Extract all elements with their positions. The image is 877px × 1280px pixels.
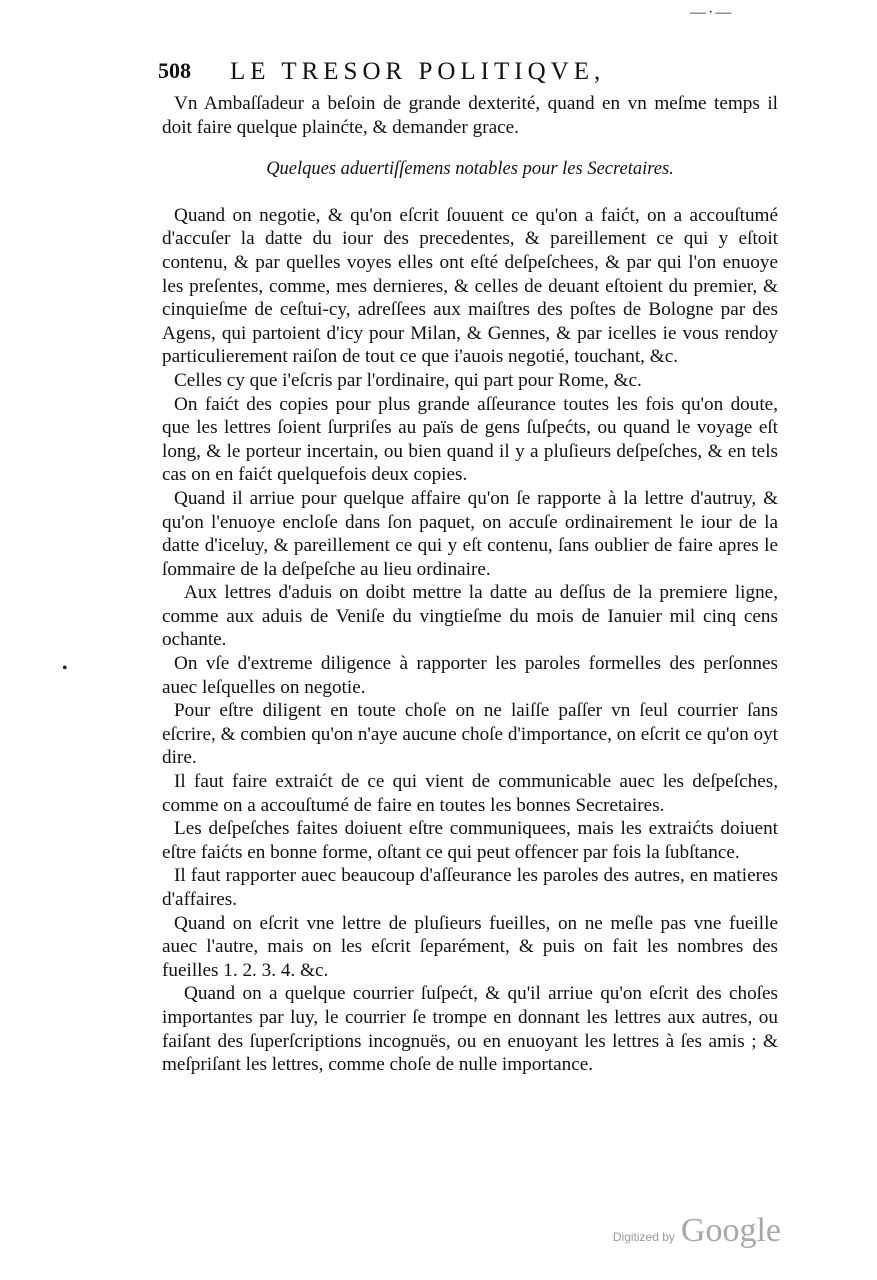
margin-mark: • [62, 660, 68, 677]
watermark-prefix: Digitized by [612, 1230, 675, 1244]
paragraph: Aux lettres d'aduis on doibt mettre la datte au deſſus de la premiere ligne, comme aux aduis de Veniſe du vingtieſme du mois de Ianuier mil cinq cens ochante. [162, 582, 778, 651]
paragraph: Les deſpeſches faites doiuent eſtre communiquees, mais les extraićts doiuent eſtre faićts en bonne forme, oſtant ce qui peut offencer par fois la ſubſtance. [162, 818, 778, 863]
page-number: 508 [158, 58, 191, 83]
paragraph: On faićt des copies pour plus grande aſſeurance toutes les fois qu'on doute, que les lettres ſoient ſurpriſes au païs de gens ſuſpećts, ou quand le voyage eſt long, & le porteur incertain, ou bien quand il y a pluſieurs deſpeſches, & en tels cas on en faićt quelquefois deux copies. [162, 393, 778, 486]
running-head [158, 58, 678, 88]
paragraph: On vſe d'extreme diligence à rapporter les paroles formelles des perſonnes auec leſquelles on negotie. [162, 653, 778, 698]
paragraph: Quand on eſcrit vne lettre de pluſieurs fueilles, on ne meſle pas vne fueille auec l'autre, mais on les eſcrit ſeparément, & puis on fait les nombres des fueilles 1. 2. 3. 4. &c. [162, 912, 778, 981]
digitization-watermark [613, 1212, 781, 1250]
section-heading: Quelques aduertiſſemens notables pour les Secretaires. [266, 159, 674, 180]
paragraph: Il faut rapporter auec beaucoup d'aſſeurance les paroles des autres, en matieres d'affaires. [162, 865, 778, 910]
paragraph: Il faut faire extraićt de ce qui vient de communicable auec les deſpeſches, comme on a accouſtumé de faire en toutes les bonnes Secretaires. [162, 771, 778, 816]
intro-paragraph: Vn Ambaſſadeur a beſoin de grande dexterité, quand en vn meſme temps il doit faire quelque plainćte, & demander grace. [162, 93, 778, 138]
paragraph: Celles cy que i'eſcris par l'ordinaire, qui part pour Rome, &c. [174, 369, 642, 391]
paragraph: Quand on negotie, & qu'on eſcrit ſouuent ce qu'on a faićt, on a accouſtumé d'accuſer la datte du iour des precedentes, & pareillement ce qui y eſtoit contenu, & par quelles voyes elles ont eſté deſpeſchees, & par qui l'on enuoye les preſentes, comme, mes dernieres, & celles de deuant eſtoient du premier, & cinquieſme de ceſtui-cy, adreſſees aux maiſtres des poſtes de Bologne par des Agens, qui partoient d'icy pour Milan, & Gennes, & par icelles ie vous rendoy particulierement raiſon de tout ce que i'auois negotié, touchant, &c. [162, 204, 778, 368]
running-title: LE TRESOR POLITIQVE, [230, 58, 606, 85]
corner-ornament: —·— [690, 4, 734, 21]
paragraph: Pour eſtre diligent en toute choſe on ne laiſſe paſſer vn ſeul courrier ſans eſcrire, & combien qu'on n'aye aucune choſe d'importance, on eſcrit ce qu'on oyt dire. [162, 700, 778, 769]
google-logo: Google [680, 1212, 781, 1249]
body-text [162, 92, 778, 1077]
paragraph: Quand il arriue pour quelque affaire qu'on ſe rapporte à la lettre d'autruy, & qu'on l'enuoye encloſe dans ſon paquet, on accuſe ordinairement le iour de la datte d'iceluy, & pareillement ce qui y eſt contenu, ſans oublier de faire apres le ſommaire de la deſpeſche au lieu ordinaire. [162, 487, 778, 580]
paragraph: Quand on a quelque courrier ſuſpećt, & qu'il arriue qu'on eſcrit des choſes importantes par luy, le courrier ſe trompe en donnant les lettres aux autres, ou faiſant des ſuperſcriptions incognuës, ou en enuoyant les lettres à ſes amis ; & meſpriſant les lettres, comme choſe de nulle importance. [162, 983, 778, 1076]
